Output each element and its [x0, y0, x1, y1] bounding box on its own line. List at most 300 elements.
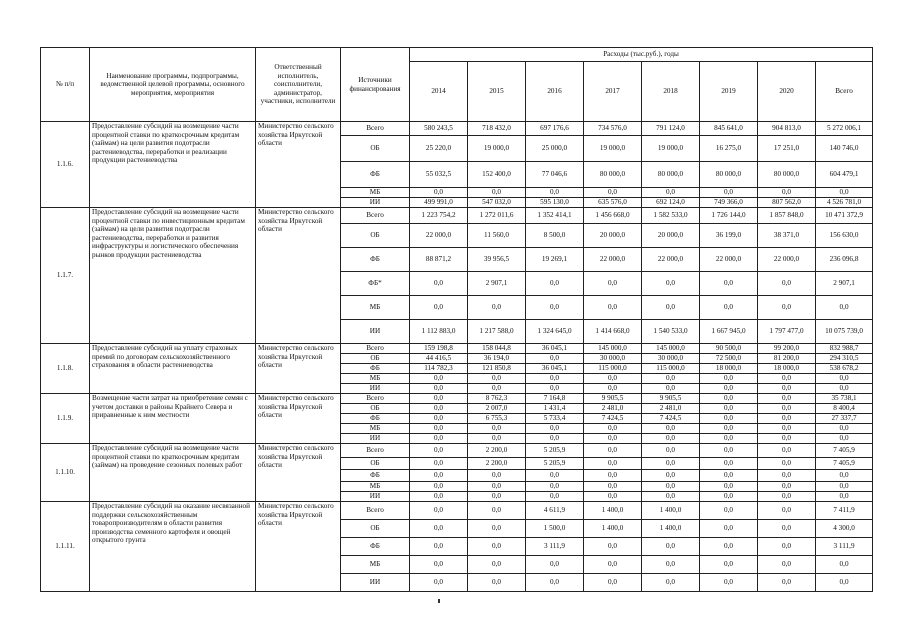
year-value-cell: 0,0 — [468, 296, 526, 320]
year-value-cell: 7 424,5 — [584, 414, 642, 424]
year-value-cell: 0,0 — [410, 502, 468, 520]
total-value-cell: 7 411,9 — [816, 502, 873, 520]
measure-name: Возмещение части затрат на приобретение семян с учетом доставки в районы Крайнего Севера и приравненные к ним местности — [90, 394, 256, 444]
total-value-cell: 156 630,0 — [816, 224, 873, 248]
year-value-cell: 1 540 533,0 — [642, 320, 700, 344]
year-value-cell: 1 223 754,2 — [410, 208, 468, 224]
year-value-cell: 1 400,0 — [584, 520, 642, 538]
year-value-cell: 114 782,3 — [410, 364, 468, 374]
year-value-cell: 2 907,1 — [468, 272, 526, 296]
funding-source: МБ — [341, 188, 410, 198]
funding-source: ИИ — [341, 384, 410, 394]
year-value-cell: 0,0 — [642, 272, 700, 296]
total-value-cell: 7 405,9 — [816, 444, 873, 458]
header-year: 2015 — [468, 62, 526, 122]
year-value-cell: 0,0 — [758, 296, 816, 320]
year-value-cell: 0,0 — [758, 272, 816, 296]
total-value-cell: 0,0 — [816, 374, 873, 384]
measure-index: 1.1.6. — [41, 122, 90, 208]
funding-source: Всего — [341, 394, 410, 404]
year-value-cell: 22 000,0 — [642, 248, 700, 272]
total-value-cell: 294 310,5 — [816, 354, 873, 364]
year-value-cell: 159 198,8 — [410, 344, 468, 354]
funding-source: ОБ — [341, 404, 410, 414]
funding-source: ФБ — [341, 162, 410, 188]
measure-executor: Министерство сельского хозяйства Иркутской области — [256, 444, 341, 502]
year-value-cell: 0,0 — [526, 492, 584, 502]
year-value-cell: 5 205,9 — [526, 444, 584, 458]
year-value-cell: 0,0 — [526, 574, 584, 592]
year-value-cell: 18 000,0 — [758, 364, 816, 374]
year-value-cell: 0,0 — [584, 272, 642, 296]
funding-source: Всего — [341, 502, 410, 520]
total-value-cell: 3 111,9 — [816, 538, 873, 556]
year-value-cell: 0,0 — [584, 188, 642, 198]
year-value-cell: 80 000,0 — [758, 162, 816, 188]
year-value-cell: 0,0 — [642, 574, 700, 592]
year-value-cell: 0,0 — [526, 272, 584, 296]
year-value-cell: 0,0 — [468, 502, 526, 520]
year-value-cell: 0,0 — [410, 470, 468, 482]
total-value-cell: 10 075 739,0 — [816, 320, 873, 344]
year-value-cell: 158 044,8 — [468, 344, 526, 354]
year-value-cell: 0,0 — [758, 458, 816, 470]
funding-source: ИИ — [341, 574, 410, 592]
year-value-cell: 0,0 — [526, 354, 584, 364]
year-value-cell: 0,0 — [642, 482, 700, 492]
year-value-cell: 18 000,0 — [700, 364, 758, 374]
year-value-cell: 4 611,9 — [526, 502, 584, 520]
year-value-cell: 0,0 — [700, 482, 758, 492]
year-value-cell: 0,0 — [642, 538, 700, 556]
year-value-cell: 0,0 — [758, 414, 816, 424]
funding-source: ОБ — [341, 458, 410, 470]
year-value-cell: 0,0 — [700, 444, 758, 458]
year-value-cell: 0,0 — [468, 482, 526, 492]
year-value-cell: 0,0 — [410, 458, 468, 470]
year-value-cell: 0,0 — [758, 520, 816, 538]
total-value-cell: 4 526 781,0 — [816, 198, 873, 208]
year-value-cell: 0,0 — [758, 188, 816, 198]
total-value-cell: 0,0 — [816, 574, 873, 592]
year-value-cell: 30 000,0 — [642, 354, 700, 364]
year-value-cell: 0,0 — [642, 374, 700, 384]
year-value-cell: 0,0 — [526, 482, 584, 492]
measure-name: Предоставление субсидий на возмещение части процентной ставки по краткосрочным кредитам (займам) на цели развития подотрасли растениеводства, переработки и реализации продукции растениеводства — [90, 122, 256, 208]
year-value-cell: 22 000,0 — [410, 224, 468, 248]
year-value-cell: 0,0 — [410, 188, 468, 198]
year-value-cell: 38 371,0 — [758, 224, 816, 248]
scan-mark — [438, 599, 440, 603]
year-value-cell: 1 324 645,0 — [526, 320, 584, 344]
total-value-cell: 604 479,1 — [816, 162, 873, 188]
year-value-cell: 1 797 477,0 — [758, 320, 816, 344]
year-value-cell: 80 000,0 — [584, 162, 642, 188]
year-value-cell: 152 400,0 — [468, 162, 526, 188]
total-value-cell: 0,0 — [816, 424, 873, 434]
table-row — [41, 344, 873, 354]
year-value-cell: 0,0 — [526, 424, 584, 434]
header-year: 2016 — [526, 62, 584, 122]
year-value-cell: 0,0 — [526, 374, 584, 384]
year-value-cell: 115 000,0 — [642, 364, 700, 374]
funding-source: Всего — [341, 344, 410, 354]
year-value-cell: 697 176,6 — [526, 122, 584, 136]
table-row — [41, 394, 873, 404]
year-value-cell: 595 130,0 — [526, 198, 584, 208]
year-value-cell: 0,0 — [758, 556, 816, 574]
year-value-cell: 0,0 — [584, 538, 642, 556]
year-value-cell: 0,0 — [642, 458, 700, 470]
funding-source: ФБ — [341, 364, 410, 374]
year-value-cell: 0,0 — [700, 434, 758, 444]
year-value-cell: 2 481,0 — [642, 404, 700, 414]
year-value-cell: 0,0 — [642, 556, 700, 574]
year-value-cell: 547 032,0 — [468, 198, 526, 208]
year-value-cell: 22 000,0 — [758, 248, 816, 272]
header-name: Наименование программы, подпрограммы, ведомственной целевой программы, основного мероприятия, мероприятия — [90, 48, 256, 122]
year-value-cell: 0,0 — [758, 434, 816, 444]
year-value-cell: 0,0 — [410, 384, 468, 394]
year-value-cell: 0,0 — [584, 374, 642, 384]
funding-source: Всего — [341, 444, 410, 458]
year-value-cell: 0,0 — [410, 574, 468, 592]
year-value-cell: 1 726 144,0 — [700, 208, 758, 224]
year-value-cell: 791 124,0 — [642, 122, 700, 136]
year-value-cell: 0,0 — [468, 538, 526, 556]
year-value-cell: 1 857 848,0 — [758, 208, 816, 224]
year-value-cell: 0,0 — [758, 574, 816, 592]
funding-source: ОБ — [341, 136, 410, 162]
funding-source: ФБ — [341, 248, 410, 272]
year-value-cell: 904 813,0 — [758, 122, 816, 136]
header-year: 2017 — [584, 62, 642, 122]
funding-source: ОБ — [341, 354, 410, 364]
year-value-cell: 0,0 — [758, 492, 816, 502]
year-value-cell: 0,0 — [410, 296, 468, 320]
year-value-cell: 2 200,0 — [468, 458, 526, 470]
funding-source: ФБ* — [341, 272, 410, 296]
year-value-cell: 0,0 — [468, 424, 526, 434]
year-value-cell: 72 500,0 — [700, 354, 758, 364]
year-value-cell: 0,0 — [700, 502, 758, 520]
year-value-cell: 0,0 — [642, 296, 700, 320]
year-value-cell: 0,0 — [642, 384, 700, 394]
funding-source: МБ — [341, 482, 410, 492]
year-value-cell: 0,0 — [468, 188, 526, 198]
header-expenses: Расходы (тыс.руб.), годы — [410, 48, 873, 62]
year-value-cell: 80 000,0 — [700, 162, 758, 188]
measure-name: Предоставление субсидий на возмещение части процентной ставки по инвестиционным кредитам (займам) на цели развития подотрасли растениеводства, переработки и развития инфраструктуры и логистического обеспечения рынков продукции растениеводства — [90, 208, 256, 344]
year-value-cell: 0,0 — [700, 394, 758, 404]
year-value-cell: 0,0 — [700, 188, 758, 198]
year-value-cell: 36 045,1 — [526, 364, 584, 374]
year-value-cell: 1 431,4 — [526, 404, 584, 414]
total-value-cell: 0,0 — [816, 470, 873, 482]
year-value-cell: 580 243,5 — [410, 122, 468, 136]
year-value-cell: 17 251,0 — [758, 136, 816, 162]
measure-executor: Министерство сельского хозяйства Иркутской области — [256, 394, 341, 444]
year-value-cell: 20 000,0 — [584, 224, 642, 248]
year-value-cell: 1 112 883,0 — [410, 320, 468, 344]
year-value-cell: 81 200,0 — [758, 354, 816, 364]
year-value-cell: 0,0 — [642, 444, 700, 458]
funding-source: ОБ — [341, 224, 410, 248]
year-value-cell: 88 871,2 — [410, 248, 468, 272]
year-value-cell: 0,0 — [700, 538, 758, 556]
total-value-cell: 0,0 — [816, 188, 873, 198]
year-value-cell: 90 500,0 — [700, 344, 758, 354]
total-value-cell: 27 337,7 — [816, 414, 873, 424]
year-value-cell: 7 164,8 — [526, 394, 584, 404]
year-value-cell: 0,0 — [642, 188, 700, 198]
year-value-cell: 1 217 588,0 — [468, 320, 526, 344]
measure-executor: Министерство сельского хозяйства Иркутской области — [256, 208, 341, 344]
year-value-cell: 36 194,0 — [468, 354, 526, 364]
table-row — [41, 502, 873, 520]
year-value-cell: 734 576,0 — [584, 122, 642, 136]
funding-source: МБ — [341, 296, 410, 320]
year-value-cell: 19 269,1 — [526, 248, 584, 272]
total-value-cell: 0,0 — [816, 482, 873, 492]
measure-name: Предоставление субсидий на уплату страховых премий по договорам сельскохозяйственного страхования в области растениеводства — [90, 344, 256, 394]
year-value-cell: 0,0 — [410, 556, 468, 574]
total-value-cell: 0,0 — [816, 556, 873, 574]
year-value-cell: 0,0 — [584, 470, 642, 482]
year-value-cell: 0,0 — [642, 424, 700, 434]
year-value-cell: 20 000,0 — [642, 224, 700, 248]
budget-body — [41, 122, 873, 592]
year-value-cell: 0,0 — [758, 470, 816, 482]
funding-source: ФБ — [341, 414, 410, 424]
year-value-cell: 0,0 — [584, 556, 642, 574]
year-value-cell: 25 000,0 — [526, 136, 584, 162]
year-value-cell: 0,0 — [584, 384, 642, 394]
year-value-cell: 55 032,5 — [410, 162, 468, 188]
year-value-cell: 19 000,0 — [468, 136, 526, 162]
year-value-cell: 22 000,0 — [584, 248, 642, 272]
year-value-cell: 2 481,0 — [584, 404, 642, 414]
year-value-cell: 0,0 — [468, 434, 526, 444]
measure-executor: Министерство сельского хозяйства Иркутской области — [256, 502, 341, 592]
funding-source: ОБ — [341, 520, 410, 538]
year-value-cell: 0,0 — [410, 482, 468, 492]
year-value-cell: 0,0 — [758, 538, 816, 556]
year-value-cell: 0,0 — [700, 492, 758, 502]
year-value-cell: 121 850,8 — [468, 364, 526, 374]
total-value-cell: 0,0 — [816, 492, 873, 502]
year-value-cell: 0,0 — [410, 272, 468, 296]
funding-source: ФБ — [341, 538, 410, 556]
year-value-cell: 0,0 — [758, 482, 816, 492]
measure-index: 1.1.7. — [41, 208, 90, 344]
year-value-cell: 36 199,0 — [700, 224, 758, 248]
year-value-cell: 635 576,0 — [584, 198, 642, 208]
year-value-cell: 1 414 668,0 — [584, 320, 642, 344]
header-year: 2020 — [758, 62, 816, 122]
year-value-cell: 0,0 — [758, 384, 816, 394]
year-value-cell: 25 220,0 — [410, 136, 468, 162]
year-value-cell: 0,0 — [410, 414, 468, 424]
year-value-cell: 0,0 — [700, 458, 758, 470]
header-index: № п/п — [41, 48, 90, 122]
year-value-cell: 499 991,0 — [410, 198, 468, 208]
year-value-cell: 0,0 — [468, 574, 526, 592]
year-value-cell: 145 000,0 — [642, 344, 700, 354]
table-row — [41, 208, 873, 224]
year-value-cell: 0,0 — [584, 296, 642, 320]
year-value-cell: 0,0 — [526, 556, 584, 574]
total-value-cell: 236 096,8 — [816, 248, 873, 272]
year-value-cell: 807 562,0 — [758, 198, 816, 208]
header-year: Всего — [816, 62, 873, 122]
total-value-cell: 140 746,0 — [816, 136, 873, 162]
year-value-cell: 0,0 — [410, 374, 468, 384]
table-row — [41, 444, 873, 458]
year-value-cell: 0,0 — [700, 374, 758, 384]
total-value-cell: 538 678,2 — [816, 364, 873, 374]
funding-source: МБ — [341, 374, 410, 384]
year-value-cell: 19 000,0 — [584, 136, 642, 162]
year-value-cell: 115 000,0 — [584, 364, 642, 374]
year-value-cell: 145 000,0 — [584, 344, 642, 354]
year-value-cell: 8 500,0 — [526, 224, 584, 248]
funding-source: МБ — [341, 424, 410, 434]
total-value-cell: 7 405,9 — [816, 458, 873, 470]
budget-table — [40, 47, 873, 592]
measure-index: 1.1.8. — [41, 344, 90, 394]
year-value-cell: 0,0 — [526, 296, 584, 320]
year-value-cell: 749 366,0 — [700, 198, 758, 208]
year-value-cell: 0,0 — [410, 404, 468, 414]
header-year: 2019 — [700, 62, 758, 122]
year-value-cell: 0,0 — [410, 444, 468, 458]
header-executor: Ответственный исполнитель, соисполнители, администратор, участники, исполнители — [256, 48, 341, 122]
year-value-cell: 1 400,0 — [642, 520, 700, 538]
year-value-cell: 0,0 — [758, 502, 816, 520]
total-value-cell: 5 272 006,1 — [816, 122, 873, 136]
year-value-cell: 30 000,0 — [584, 354, 642, 364]
year-value-cell: 0,0 — [526, 470, 584, 482]
year-value-cell: 0,0 — [468, 492, 526, 502]
year-value-cell: 44 416,5 — [410, 354, 468, 364]
header-year: 2014 — [410, 62, 468, 122]
year-value-cell: 0,0 — [642, 434, 700, 444]
funding-source: ИИ — [341, 198, 410, 208]
year-value-cell: 5 733,4 — [526, 414, 584, 424]
year-value-cell: 0,0 — [700, 414, 758, 424]
measure-executor: Министерство сельского хозяйства Иркутской области — [256, 344, 341, 394]
year-value-cell: 1 500,0 — [526, 520, 584, 538]
year-value-cell: 0,0 — [700, 404, 758, 414]
year-value-cell: 2 200,0 — [468, 444, 526, 458]
year-value-cell: 0,0 — [526, 434, 584, 444]
year-value-cell: 0,0 — [700, 272, 758, 296]
measure-index: 1.1.9. — [41, 394, 90, 444]
year-value-cell: 0,0 — [700, 556, 758, 574]
year-value-cell: 0,0 — [410, 424, 468, 434]
year-value-cell: 0,0 — [758, 394, 816, 404]
measure-index: 1.1.10. — [41, 444, 90, 502]
year-value-cell: 1 400,0 — [642, 502, 700, 520]
year-value-cell: 0,0 — [468, 470, 526, 482]
year-value-cell: 5 205,9 — [526, 458, 584, 470]
year-value-cell: 0,0 — [758, 444, 816, 458]
year-value-cell: 0,0 — [700, 470, 758, 482]
year-value-cell: 0,0 — [584, 482, 642, 492]
total-value-cell: 0,0 — [816, 434, 873, 444]
year-value-cell: 2 007,0 — [468, 404, 526, 414]
year-value-cell: 19 000,0 — [642, 136, 700, 162]
year-value-cell: 1 667 945,0 — [700, 320, 758, 344]
funding-source: ФБ — [341, 470, 410, 482]
measure-executor: Министерство сельского хозяйства Иркутской области — [256, 122, 341, 208]
year-value-cell: 0,0 — [468, 556, 526, 574]
year-value-cell: 718 432,0 — [468, 122, 526, 136]
year-value-cell: 0,0 — [758, 404, 816, 414]
year-value-cell: 0,0 — [758, 424, 816, 434]
year-value-cell: 0,0 — [758, 374, 816, 384]
year-value-cell: 39 956,5 — [468, 248, 526, 272]
funding-source: ИИ — [341, 434, 410, 444]
year-value-cell: 9 905,5 — [642, 394, 700, 404]
year-value-cell: 0,0 — [468, 384, 526, 394]
year-value-cell: 11 560,0 — [468, 224, 526, 248]
total-value-cell: 8 400,4 — [816, 404, 873, 414]
measure-name: Предоставление субсидий на возмещение части процентной ставки по краткосрочным кредитам (займам) на проведение сезонных полевых работ — [90, 444, 256, 502]
measure-name: Предоставление субсидий на оказание несвязанной поддержки сельскохозяйственным товаропроизводителям в области развития производства семенного картофеля и овощей открытого грунта — [90, 502, 256, 592]
year-value-cell: 0,0 — [584, 492, 642, 502]
total-value-cell: 4 300,0 — [816, 520, 873, 538]
funding-source: ИИ — [341, 492, 410, 502]
year-value-cell: 0,0 — [584, 574, 642, 592]
total-value-cell: 35 738,1 — [816, 394, 873, 404]
year-value-cell: 80 000,0 — [642, 162, 700, 188]
year-value-cell: 0,0 — [700, 384, 758, 394]
year-value-cell: 77 046,6 — [526, 162, 584, 188]
year-value-cell: 0,0 — [526, 384, 584, 394]
year-value-cell: 0,0 — [410, 434, 468, 444]
table-row — [41, 122, 873, 136]
year-value-cell: 0,0 — [700, 574, 758, 592]
year-value-cell: 16 275,0 — [700, 136, 758, 162]
year-value-cell: 0,0 — [584, 458, 642, 470]
funding-source: МБ — [341, 556, 410, 574]
year-value-cell: 9 905,5 — [584, 394, 642, 404]
year-value-cell: 36 045,1 — [526, 344, 584, 354]
year-value-cell: 1 582 533,0 — [642, 208, 700, 224]
year-value-cell: 0,0 — [410, 538, 468, 556]
year-value-cell: 1 352 414,1 — [526, 208, 584, 224]
total-value-cell: 832 988,7 — [816, 344, 873, 354]
funding-source: ИИ — [341, 320, 410, 344]
year-value-cell: 692 124,0 — [642, 198, 700, 208]
year-value-cell: 7 424,5 — [642, 414, 700, 424]
year-value-cell: 3 111,9 — [526, 538, 584, 556]
year-value-cell: 0,0 — [468, 520, 526, 538]
year-value-cell: 0,0 — [642, 470, 700, 482]
year-value-cell: 845 641,0 — [700, 122, 758, 136]
year-value-cell: 0,0 — [526, 188, 584, 198]
total-value-cell: 0,0 — [816, 296, 873, 320]
funding-source: Всего — [341, 122, 410, 136]
year-value-cell: 1 272 011,6 — [468, 208, 526, 224]
year-value-cell: 0,0 — [700, 520, 758, 538]
header-year: 2018 — [642, 62, 700, 122]
year-value-cell: 0,0 — [584, 434, 642, 444]
total-value-cell: 10 471 372,9 — [816, 208, 873, 224]
year-value-cell: 1 400,0 — [584, 502, 642, 520]
